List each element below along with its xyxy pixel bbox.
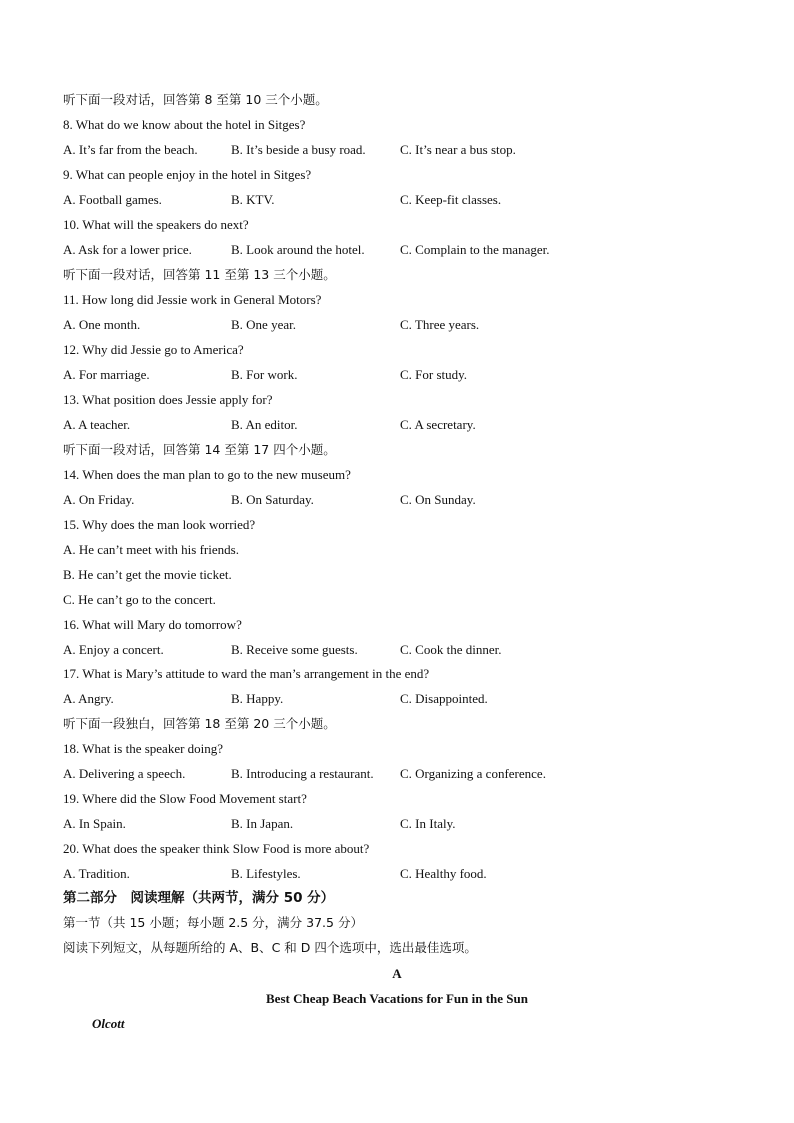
question-stem: 15. Why does the man look worried? [63, 517, 256, 532]
option-a: A. Tradition. [63, 866, 130, 881]
question-stem: 10. What will the speakers do next? [63, 217, 249, 232]
question-stem: 17. What is Mary’s attitude to ward the man’s arrangement in the end? [63, 666, 430, 681]
option-a: A. Enjoy a concert. [63, 642, 164, 657]
option-b: B. KTV. [231, 192, 275, 207]
option-c: C. Disappointed. [400, 691, 488, 706]
question-stem: 13. What position does Jessie apply for? [63, 392, 273, 407]
question-stem: 20. What does the speaker think Slow Food is more about? [63, 841, 370, 856]
option-a: A. A teacher. [63, 417, 131, 432]
question-stem: 11. How long did Jessie work in General Motors? [63, 292, 322, 307]
option-b: B. On Saturday. [231, 492, 314, 507]
option-b: B. One year. [231, 317, 296, 332]
directions: 阅读下列短文，从每题所给的 A、B、C 和 D 四个选项中，选出最佳选项。 [63, 940, 477, 955]
option-a: A. It’s far from the beach. [63, 142, 198, 157]
option-c: C. On Sunday. [400, 492, 476, 507]
option-a: A. Ask for a lower price. [63, 242, 192, 257]
option-c: C. Organizing a conference. [400, 766, 546, 781]
option-b: B. An editor. [231, 417, 298, 432]
option-c: C. A secretary. [400, 417, 476, 432]
option-a: A. In Spain. [63, 816, 126, 831]
option-c: C. Complain to the manager. [400, 242, 550, 257]
option-b: B. Receive some guests. [231, 642, 358, 657]
passage-letter: A [392, 966, 402, 981]
option-c: C. In Italy. [400, 816, 456, 831]
section-instruction: 听下面一段独白，回答第 18 至第 20 三个小题。 [63, 716, 336, 731]
option-b: B. In Japan. [231, 816, 294, 831]
passage-title: Best Cheap Beach Vacations for Fun in the Sun [266, 991, 528, 1006]
question-stem: 12. Why did Jessie go to America? [63, 342, 244, 357]
question-stem: 14. When does the man plan to go to the new museum? [63, 467, 351, 482]
passage-subheading: Olcott [92, 1016, 125, 1031]
option-c: C. Healthy food. [400, 866, 487, 881]
option-c: C. Cook the dinner. [400, 642, 502, 657]
option-c: C. He can’t go to the concert. [63, 592, 216, 607]
option-b: B. He can’t get the movie ticket. [63, 567, 232, 582]
section-heading: 第一节（共 15 小题；每小题 2.5 分，满分 37.5 分） [63, 915, 363, 930]
question-stem: 8. What do we know about the hotel in Sitges? [63, 117, 306, 132]
section-instruction: 听下面一段对话，回答第 8 至第 10 三个小题。 [63, 92, 328, 107]
option-a: A. Angry. [63, 691, 114, 706]
option-a: A. For marriage. [63, 367, 150, 382]
part-heading: 第二部分 阅读理解（共两节，满分 50 分） [63, 890, 335, 906]
section-instruction: 听下面一段对话，回答第 14 至第 17 四个小题。 [63, 442, 336, 457]
option-a: A. Delivering a speech. [63, 766, 186, 781]
option-c: C. It’s near a bus stop. [400, 142, 516, 157]
option-c: C. For study. [400, 367, 468, 382]
option-a: A. On Friday. [63, 492, 135, 507]
option-b: B. It’s beside a busy road. [231, 142, 366, 157]
question-stem: 9. What can people enjoy in the hotel in Sitges? [63, 167, 312, 182]
option-a: A. Football games. [63, 192, 162, 207]
option-b: B. Lifestyles. [231, 866, 301, 881]
option-c: C. Three years. [400, 317, 480, 332]
option-c: C. Keep-fit classes. [400, 192, 502, 207]
question-stem: 18. What is the speaker doing? [63, 741, 224, 756]
option-b: B. Happy. [231, 691, 284, 706]
option-a: A. He can’t meet with his friends. [63, 542, 239, 557]
option-b: B. Look around the hotel. [231, 242, 365, 257]
section-instruction: 听下面一段对话，回答第 11 至第 13 三个小题。 [63, 267, 336, 282]
question-stem: 16. What will Mary do tomorrow? [63, 617, 242, 632]
question-stem: 19. Where did the Slow Food Movement start? [63, 791, 307, 806]
option-b: B. For work. [231, 367, 298, 382]
option-a: A. One month. [63, 317, 141, 332]
option-b: B. Introducing a restaurant. [231, 766, 374, 781]
